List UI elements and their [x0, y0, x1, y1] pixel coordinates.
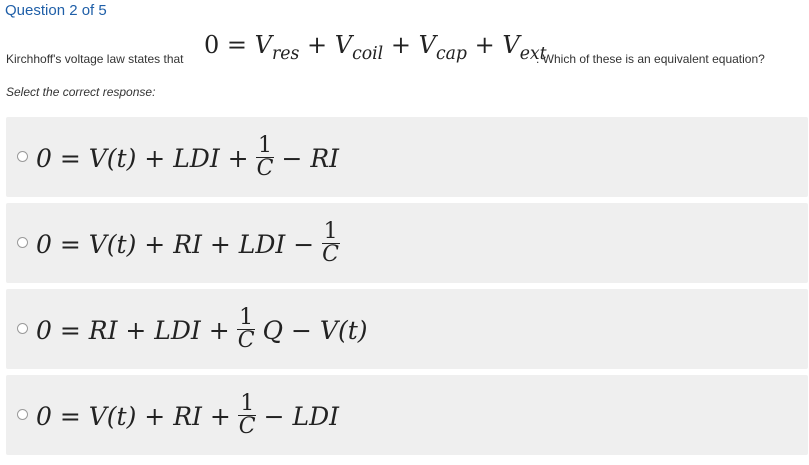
stem-plus: + [474, 31, 495, 59]
stem-eq-lhs: 0 [204, 31, 220, 59]
stem-equation [204, 30, 547, 63]
stem-term-sym: V [502, 31, 520, 59]
answer-option-4[interactable] [6, 375, 808, 455]
stem-term-sym: V [418, 31, 436, 59]
fraction-denominator: C [237, 327, 255, 353]
fraction [237, 390, 258, 439]
fraction-numerator: 1 [323, 218, 338, 244]
option-rhs: − LDI [263, 402, 340, 431]
option-equation [36, 304, 368, 353]
stem-plus: + [390, 31, 411, 59]
option-rhs: − RI [281, 144, 340, 173]
fraction-numerator: 1 [240, 390, 255, 416]
stem-term-sub: res [272, 44, 300, 65]
radio-button[interactable] [17, 237, 28, 248]
fraction-denominator: C [256, 155, 274, 181]
stem-eq-equals: = [226, 31, 248, 59]
fraction-numerator: 1 [239, 304, 254, 330]
fraction-denominator: C [322, 241, 339, 267]
radio-button[interactable] [17, 409, 28, 420]
question-stem [6, 30, 806, 70]
stem-term-sub: ext [519, 44, 547, 65]
fraction [255, 132, 276, 181]
answer-option-2[interactable] [6, 203, 808, 283]
option-equation [36, 218, 347, 267]
option-lhs: 0 = V(t) + LDI + [36, 144, 249, 173]
option-lhs: 0 = V(t) + RI + LDI − [36, 230, 315, 259]
radio-button[interactable] [17, 151, 28, 162]
fraction-numerator: 1 [258, 132, 273, 158]
fraction [236, 304, 257, 353]
stem-term-sub: cap [435, 44, 467, 65]
response-instruction: Select the correct response: [6, 85, 156, 99]
fraction-denominator: C [238, 413, 256, 439]
stem-plus: + [307, 31, 328, 59]
stem-text-after: . Which of these is an equivalent equation? [536, 52, 765, 66]
option-lhs: 0 = V(t) + RI + [36, 402, 231, 431]
option-equation [36, 390, 340, 439]
option-rhs: Q − V(t) [262, 316, 368, 345]
answer-option-3[interactable] [6, 289, 808, 369]
stem-term-sym: V [254, 31, 273, 59]
option-lhs: 0 = RI + LDI + [36, 316, 230, 345]
fraction [320, 218, 341, 267]
stem-term-sym: V [334, 31, 353, 59]
stem-term-sub: coil [352, 44, 384, 65]
stem-text-before: Kirchhoff's voltage law states that [6, 52, 184, 66]
question-counter: Question 2 of 5 [5, 2, 107, 19]
option-equation [36, 132, 340, 181]
answer-option-1[interactable] [6, 117, 808, 197]
radio-button[interactable] [17, 323, 28, 334]
